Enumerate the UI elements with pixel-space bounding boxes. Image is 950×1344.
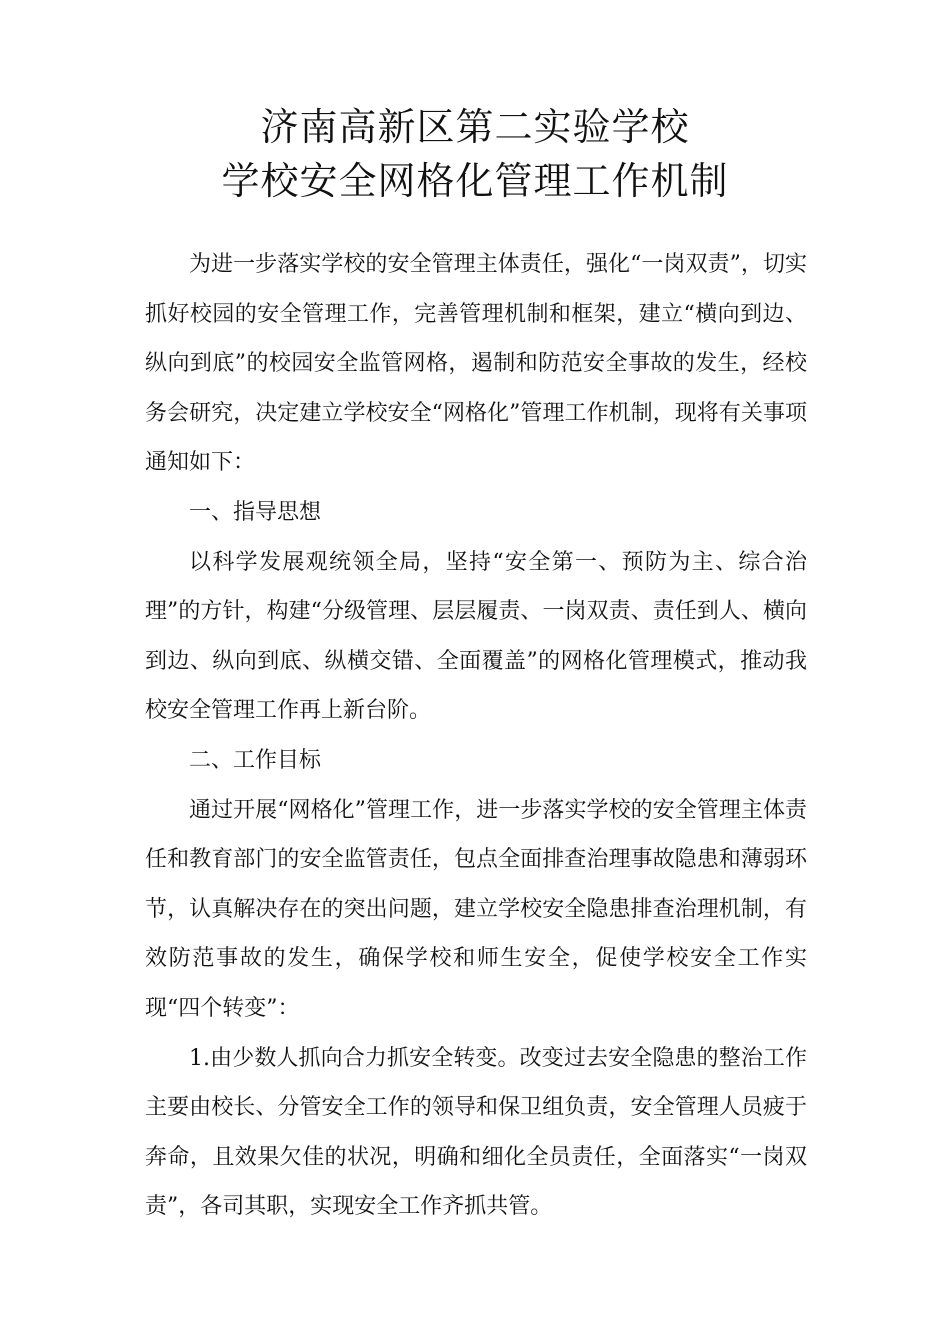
work-goals-paragraph: 通过开展“网格化”管理工作，进一步落实学校的安全管理主体责任和教育部门的安全监管责任，包点全面排查治理事故隐患和薄弱环节，认真解决存在的突出问题，建立学校安全隐患排查治理机制，有效防范事故的发生，确保学校和师生安全，促使学校安全工作实现“四个转变”： xyxy=(145,797,807,1021)
guiding-ideology-paragraph: 以科学发展观统领全局，坚持“安全第一、预防为主、综合治理”的方针，构建“分级管理、层层履责、一岗双责、责任到人、横向到边、纵向到底、纵横交错、全面覆盖”的网格化管理模式，推动我校安全管理工作再上新台阶。 xyxy=(145,549,807,724)
document-title-line2: 学校安全网格化管理工作机制 xyxy=(221,159,729,203)
intro-paragraph: 为进一步落实学校的安全管理主体责任，强化“一岗双责”，切实抓好校园的安全管理工作，完善管理机制和框架，建立“横向到边、纵向到底”的校园安全监管网格，遏制和防范安全事故的发生，经校务会研究，决定建立学校安全“网格化”管理工作机制，现将有关事项通知如下： xyxy=(145,252,807,476)
section-heading-work-goals: 二、工作目标 xyxy=(189,747,322,773)
document-body xyxy=(145,240,807,1232)
section-heading-guiding-ideology: 一、指导思想 xyxy=(189,499,322,525)
document-title-line1: 济南高新区第二实验学校 xyxy=(260,105,690,149)
goal-item-1-paragraph: 1.由少数人抓向合力抓安全转变。改变过去安全隐患的整治工作主要由校长、分管安全工作的领导和保卫组负责，安全管理人员疲于奔命，且效果欠佳的状况，明确和细化全员责任，全面落实“一岗双责”，各司其职，实现安全工作齐抓共管。 xyxy=(145,1045,807,1220)
